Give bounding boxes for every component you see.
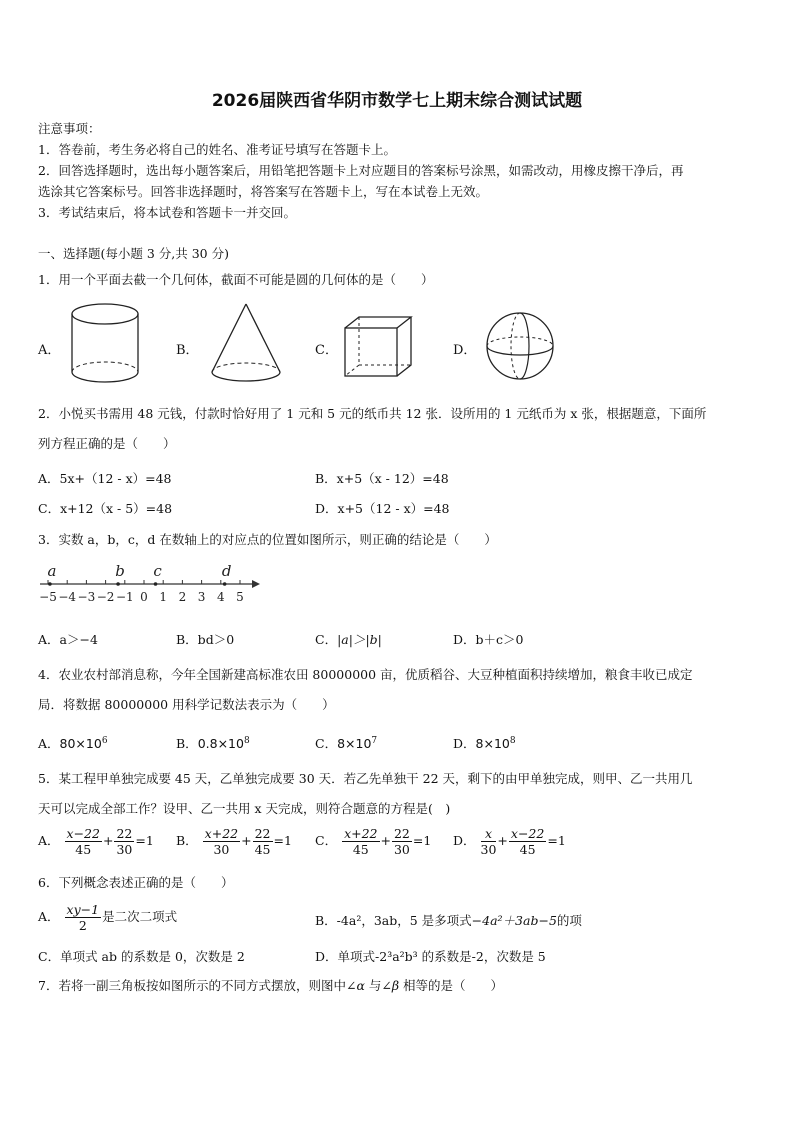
q6-option-b-text: B．-4a²，3ab，5 是多项式 <box>315 913 472 928</box>
numerator: x <box>481 826 497 842</box>
number-line-tick-label: −1 <box>115 590 134 604</box>
q2-option-a: A．5x+（12 - x）=48 <box>38 471 172 486</box>
fraction <box>392 826 412 857</box>
q4-stem-line1: 4．农业农村部消息称，今年全国新建高标准农田 80000000 亩，优质稻谷、大豆种植面积持续增加，粮食丰收已成定 <box>38 667 693 682</box>
denominator: 45 <box>254 842 271 857</box>
q4-option-c-label: C． <box>315 736 338 751</box>
sphere-figure <box>484 310 556 382</box>
denominator: 45 <box>75 842 92 857</box>
numerator: x+22 <box>204 826 239 841</box>
q1-stem: 1．用一个平面去截一个几何体，截面不可能是圆的几何体的是（ ） <box>38 272 434 287</box>
operator: + <box>241 833 252 848</box>
q2-stem-line1: 2．小悦买书需用 48 元钱，付款时恰好用了 1 元和 5 元的纸币共 12 张．设所用的 1 元纸币为 x 张，根据题意，下面所 <box>38 406 707 421</box>
numerator: 22 <box>393 826 410 841</box>
denominator: 30 <box>213 842 230 857</box>
q6-option-b-math: −4a²＋3ab−5 <box>471 913 557 928</box>
operator: + <box>380 833 391 848</box>
numerator: 22 <box>116 826 133 841</box>
angle-alpha: ∠α <box>345 978 365 993</box>
q4-option-d-exp: 8 <box>509 735 516 746</box>
denominator: 30 <box>116 842 133 857</box>
cube-figure <box>340 314 416 380</box>
denominator: 30 <box>393 842 410 857</box>
q3-option-d: D．b＋c＞0 <box>453 632 524 647</box>
fraction <box>203 826 240 857</box>
q4-option-d-label: D． <box>453 736 476 751</box>
q4-option-c-base: 8×10 <box>337 736 372 751</box>
fraction <box>253 826 273 857</box>
numerator: 22 <box>254 826 271 841</box>
number-line-tick-label: 5 <box>236 590 244 604</box>
number-line-point-label: c <box>153 562 162 580</box>
q4-option-a-exp: 6 <box>101 735 108 746</box>
q7-stem-suffix: 相等的是（ ） <box>399 978 504 993</box>
q5-stem-line1: 5．某工程甲单独完成要 45 天，乙单独完成要 30 天．若乙先单独干 22 天，剩下的由甲单独完成，则甲、乙一共用几 <box>38 771 693 786</box>
number-line-figure <box>36 560 262 610</box>
number-line-tick-label: 4 <box>216 590 225 604</box>
q4-option-b-base: 0.8×10 <box>197 736 244 751</box>
section-heading: 一、选择题(每小题 3 分,共 30 分) <box>38 246 229 261</box>
number-line-tick-label: 0 <box>140 590 148 604</box>
q6-stem: 6．下列概念表述正确的是（ ） <box>38 875 234 890</box>
page-title: 2026届陕西省华阴市数学七上期末综合测试试题 <box>211 91 583 111</box>
q4-option-b-label: B． <box>176 736 198 751</box>
cone-figure <box>208 300 284 390</box>
q5-option-c-label: C． <box>315 833 338 848</box>
q2-option-c: C．x+12（x - 5）=48 <box>38 501 173 516</box>
q5-option-a-label: A． <box>38 833 60 848</box>
q6-option-a <box>38 902 177 933</box>
denominator: 30 <box>480 842 497 857</box>
q7-stem <box>38 978 503 994</box>
number-line-point-label: d <box>221 562 232 580</box>
q4-option-b <box>176 734 250 752</box>
q7-stem-prefix: 7．若将一副三角板按如图所示的不同方式摆放，则图中 <box>38 978 346 993</box>
equation-rhs: =1 <box>547 833 566 848</box>
q3-option-c <box>315 630 382 648</box>
q2-stem-line2: 列方程正确的是（ ） <box>38 436 176 451</box>
number-line-point <box>154 582 158 586</box>
fraction <box>114 826 134 857</box>
number-line-tick-label: 2 <box>178 590 187 604</box>
number-line-tick-label: −4 <box>58 590 77 604</box>
operator: + <box>102 833 114 848</box>
numerator: x+22 <box>344 826 378 841</box>
equation-rhs: =1 <box>273 833 292 848</box>
numerator: x−22 <box>66 826 100 841</box>
q5-stem-line2: 天可以完成全部工作？设甲、乙一共用 x 天完成，则符合题意的方程是( ) <box>38 801 451 816</box>
q6-option-a-text: 是二次二项式 <box>102 909 178 924</box>
notice-item-1: 1．答卷前，考生务必将自己的姓名、准考证号填写在答题卡上。 <box>38 142 396 157</box>
notice-item-2: 2．回答选择题时，选出每小题答案后，用铅笔把答题卡上对应题目的答案标号涂黑，如需改动，用橡皮擦干净后，再 <box>38 163 684 178</box>
angle-beta: ∠β <box>381 978 400 993</box>
notice-item-3: 3．考试结束后，将本试卷和答题卡一并交回。 <box>38 205 296 220</box>
fraction <box>65 902 102 933</box>
q7-stem-mid: 与 <box>364 978 382 993</box>
q5-option-b-label: B． <box>176 833 198 848</box>
q5-option-a <box>38 826 154 857</box>
q4-option-a <box>38 734 108 752</box>
numerator: xy−1 <box>66 902 100 917</box>
cylinder-figure <box>68 300 142 388</box>
q1-option-a-label: A． <box>38 343 61 358</box>
number-line-point-label: a <box>47 562 57 580</box>
number-line-point-label: b <box>115 562 125 580</box>
q5-option-d-label: D． <box>453 833 476 848</box>
q3-option-a: A．a＞−4 <box>38 632 98 647</box>
number-line-tick-label: −5 <box>39 590 57 604</box>
numerator: x−22 <box>510 826 545 841</box>
q4-option-d <box>453 734 516 752</box>
denominator: 45 <box>352 842 369 857</box>
q3-option-b: B．bd＞0 <box>176 632 235 647</box>
fraction <box>509 826 546 857</box>
q1-option-b-label: B． <box>176 343 199 358</box>
q3-stem: 3．实数 a，b，c，d 在数轴上的对应点的位置如图所示，则正确的结论是（ ） <box>38 532 497 547</box>
notice-item-2-cont: 选涂其它答案标号。回答非选择题时，将答案写在答题卡上，写在本试卷上无效。 <box>38 184 489 199</box>
q1-option-c-label: C． <box>315 343 338 358</box>
q3-option-c-label: C． <box>315 632 338 647</box>
q4-option-c-exp: 7 <box>371 735 378 746</box>
q2-option-b: B．x+5（x - 12）=48 <box>315 471 449 486</box>
q1-option-d-label: D． <box>453 343 477 358</box>
q4-option-b-exp: 8 <box>243 735 250 746</box>
fraction <box>342 826 379 857</box>
q6-option-c: C．单项式 ab 的系数是 0，次数是 2 <box>38 949 245 964</box>
q4-option-c <box>315 734 377 752</box>
q6-option-b <box>315 911 582 929</box>
q4-option-a-base: 80×10 <box>59 736 102 751</box>
q6-option-d: D．单项式-2³a²b³ 的系数是-2，次数是 5 <box>315 949 546 964</box>
operator: + <box>497 833 508 848</box>
q2-option-d: D．x+5（12 - x）=48 <box>315 501 450 516</box>
q5-option-c <box>315 826 431 857</box>
number-line-tick-label: −2 <box>96 590 115 604</box>
number-line-point <box>223 582 227 586</box>
q5-option-b <box>176 826 292 857</box>
number-line-tick-label: 1 <box>159 590 168 604</box>
q4-option-d-base: 8×10 <box>475 736 510 751</box>
notice-heading: 注意事项： <box>38 121 101 136</box>
q6-option-b-tail: 的项 <box>556 913 582 928</box>
number-line-point <box>116 582 120 586</box>
number-line-point <box>48 582 52 586</box>
fraction <box>65 826 102 857</box>
q4-stem-line2: 局．将数据 80000000 用科学记数法表示为（ ） <box>38 697 335 712</box>
q6-option-a-label: A． <box>38 909 60 924</box>
q3-option-c-math: |a|＞|b| <box>337 632 382 647</box>
fraction <box>481 826 497 857</box>
denominator: 2 <box>78 918 87 933</box>
q5-option-d <box>453 826 566 857</box>
q4-option-a-label: A． <box>38 736 60 751</box>
equation-rhs: =1 <box>135 833 154 848</box>
denominator: 45 <box>519 842 536 857</box>
number-line-tick-label: −3 <box>77 590 96 604</box>
equation-rhs: =1 <box>412 833 432 848</box>
number-line-tick-label: 3 <box>197 590 206 604</box>
